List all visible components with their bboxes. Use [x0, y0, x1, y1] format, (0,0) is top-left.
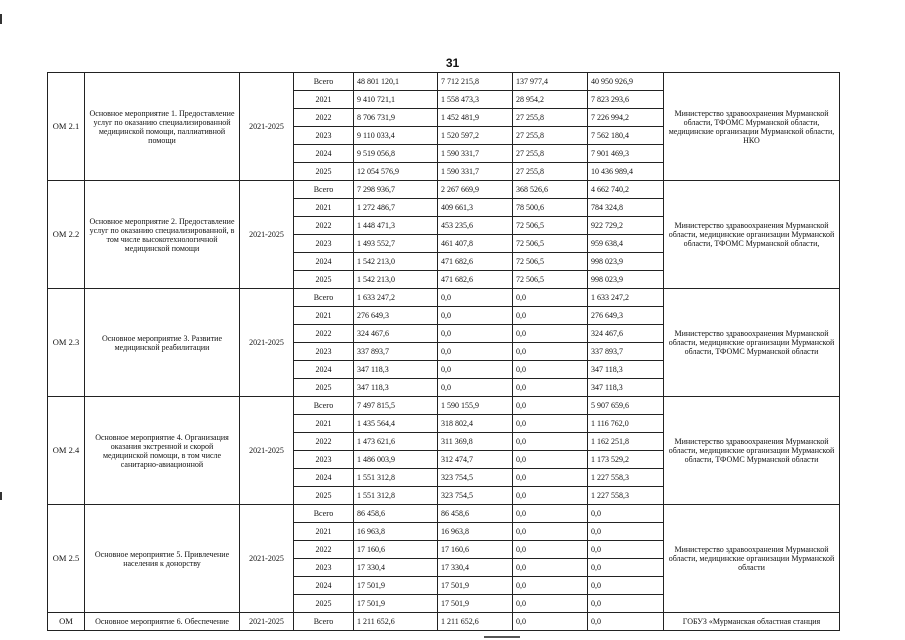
- responsible-executors: Министерство здравоохранения Мурманской области, медицинские организации Мурманской области: [664, 505, 840, 613]
- source-1-cell: 17 501,9: [438, 595, 513, 613]
- source-1-cell: 1 520 597,2: [438, 127, 513, 145]
- source-1-cell: 471 682,6: [438, 271, 513, 289]
- source-1-cell: 0,0: [438, 343, 513, 361]
- table-row: [48, 505, 840, 523]
- event-period: 2021-2025: [240, 397, 294, 505]
- source-3-cell: 4 662 740,2: [588, 181, 664, 199]
- source-3-cell: 959 638,4: [588, 235, 664, 253]
- source-1-cell: 409 661,3: [438, 199, 513, 217]
- source-2-cell: 0,0: [513, 361, 588, 379]
- year-cell: Всего: [294, 397, 354, 415]
- total-cell: 1 435 564,4: [354, 415, 438, 433]
- source-3-cell: 347 118,3: [588, 361, 664, 379]
- source-1-cell: 1 452 481,9: [438, 109, 513, 127]
- source-3-cell: 0,0: [588, 559, 664, 577]
- source-1-cell: 0,0: [438, 325, 513, 343]
- source-3-cell: 0,0: [588, 577, 664, 595]
- table-row: [48, 73, 840, 91]
- source-2-cell: 0,0: [513, 307, 588, 325]
- event-period: 2021-2025: [240, 73, 294, 181]
- source-2-cell: 27 255,8: [513, 145, 588, 163]
- event-period: 2021-2025: [240, 613, 294, 631]
- total-cell: 1 542 213,0: [354, 271, 438, 289]
- year-cell: 2023: [294, 343, 354, 361]
- total-cell: 1 551 312,8: [354, 469, 438, 487]
- source-2-cell: 137 977,4: [513, 73, 588, 91]
- source-2-cell: 0,0: [513, 595, 588, 613]
- source-1-cell: 1 558 473,3: [438, 91, 513, 109]
- year-cell: 2022: [294, 325, 354, 343]
- source-1-cell: 17 501,9: [438, 577, 513, 595]
- year-cell: 2025: [294, 163, 354, 181]
- page-number: 31: [445, 56, 460, 70]
- year-cell: 2021: [294, 307, 354, 325]
- year-cell: 2023: [294, 235, 354, 253]
- source-3-cell: 1 227 558,3: [588, 487, 664, 505]
- source-2-cell: 72 506,5: [513, 271, 588, 289]
- source-3-cell: 1 633 247,2: [588, 289, 664, 307]
- total-cell: 17 501,9: [354, 577, 438, 595]
- year-cell: 2021: [294, 415, 354, 433]
- total-cell: 1 542 213,0: [354, 253, 438, 271]
- source-1-cell: 2 267 669,9: [438, 181, 513, 199]
- source-3-cell: 276 649,3: [588, 307, 664, 325]
- source-2-cell: 27 255,8: [513, 109, 588, 127]
- source-3-cell: 0,0: [588, 541, 664, 559]
- total-cell: 17 330,4: [354, 559, 438, 577]
- year-cell: 2025: [294, 379, 354, 397]
- source-2-cell: 27 255,8: [513, 163, 588, 181]
- source-3-cell: 998 023,9: [588, 253, 664, 271]
- total-cell: 1 473 621,6: [354, 433, 438, 451]
- total-cell: 12 054 576,9: [354, 163, 438, 181]
- source-3-cell: 998 023,9: [588, 271, 664, 289]
- source-3-cell: 1 162 251,8: [588, 433, 664, 451]
- source-1-cell: 1 211 652,6: [438, 613, 513, 631]
- total-cell: 1 551 312,8: [354, 487, 438, 505]
- source-3-cell: 347 118,3: [588, 379, 664, 397]
- total-cell: 1 486 003,9: [354, 451, 438, 469]
- year-cell: 2025: [294, 271, 354, 289]
- source-2-cell: 0,0: [513, 559, 588, 577]
- total-cell: 86 458,6: [354, 505, 438, 523]
- event-code: ОМ 2.5: [48, 505, 85, 613]
- total-cell: 7 497 815,5: [354, 397, 438, 415]
- year-cell: Всего: [294, 289, 354, 307]
- event-name: Основное мероприятие 3. Развитие медицинской реабилитации: [85, 289, 240, 397]
- source-2-cell: 0,0: [513, 343, 588, 361]
- table-row: [48, 181, 840, 199]
- total-cell: 16 963,8: [354, 523, 438, 541]
- source-2-cell: 0,0: [513, 469, 588, 487]
- source-2-cell: 72 506,5: [513, 253, 588, 271]
- source-1-cell: 0,0: [438, 379, 513, 397]
- source-1-cell: 453 235,6: [438, 217, 513, 235]
- responsible-executors: Министерство здравоохранения Мурманской области, ТФОМС Мурманской области, медицинские организации Мурманской области, НКО: [664, 73, 840, 181]
- year-cell: 2025: [294, 487, 354, 505]
- source-2-cell: 0,0: [513, 433, 588, 451]
- source-1-cell: 323 754,5: [438, 487, 513, 505]
- year-cell: 2022: [294, 217, 354, 235]
- source-1-cell: 0,0: [438, 307, 513, 325]
- scan-bottom-mark: [484, 636, 520, 638]
- source-3-cell: 0,0: [588, 523, 664, 541]
- source-3-cell: 324 467,6: [588, 325, 664, 343]
- source-2-cell: 0,0: [513, 487, 588, 505]
- event-period: 2021-2025: [240, 505, 294, 613]
- event-name: Основное мероприятие 5. Привлечение населения к донорству: [85, 505, 240, 613]
- year-cell: 2024: [294, 361, 354, 379]
- source-1-cell: 0,0: [438, 361, 513, 379]
- source-3-cell: 5 907 659,6: [588, 397, 664, 415]
- table-row: [48, 397, 840, 415]
- event-period: 2021-2025: [240, 289, 294, 397]
- source-2-cell: 0,0: [513, 415, 588, 433]
- total-cell: 9 410 721,1: [354, 91, 438, 109]
- scan-edge-mark: [0, 492, 2, 500]
- source-3-cell: 784 324,8: [588, 199, 664, 217]
- source-2-cell: 0,0: [513, 289, 588, 307]
- year-cell: 2023: [294, 559, 354, 577]
- year-cell: Всего: [294, 181, 354, 199]
- event-code: ОМ 2.1: [48, 73, 85, 181]
- total-cell: 1 211 652,6: [354, 613, 438, 631]
- source-2-cell: 78 500,6: [513, 199, 588, 217]
- year-cell: 2021: [294, 523, 354, 541]
- source-1-cell: 86 458,6: [438, 505, 513, 523]
- total-cell: 1 493 552,7: [354, 235, 438, 253]
- source-2-cell: 0,0: [513, 325, 588, 343]
- source-2-cell: 0,0: [513, 505, 588, 523]
- source-2-cell: 0,0: [513, 397, 588, 415]
- source-1-cell: 7 712 215,8: [438, 73, 513, 91]
- event-name: Основное мероприятие 4. Организация оказания экстренной и скорой медицинской помощи, в том числе санитарно-авиационной: [85, 397, 240, 505]
- source-2-cell: 72 506,5: [513, 235, 588, 253]
- total-cell: 276 649,3: [354, 307, 438, 325]
- total-cell: 17 160,6: [354, 541, 438, 559]
- total-cell: 1 633 247,2: [354, 289, 438, 307]
- total-cell: 347 118,3: [354, 361, 438, 379]
- event-name: Основное мероприятие 2. Предоставление услуг по оказанию специализированной, в том числе высокотехнологичной медицинской помощи: [85, 181, 240, 289]
- total-cell: 337 893,7: [354, 343, 438, 361]
- event-code: ОМ 2.3: [48, 289, 85, 397]
- source-1-cell: 318 802,4: [438, 415, 513, 433]
- source-3-cell: 7 562 180,4: [588, 127, 664, 145]
- total-cell: 8 706 731,9: [354, 109, 438, 127]
- event-code: ОМ 2.4: [48, 397, 85, 505]
- event-name: Основное мероприятие 1. Предоставление услуг по оказанию специализированной медицинской помощи, паллиативной помощи: [85, 73, 240, 181]
- year-cell: 2022: [294, 541, 354, 559]
- source-3-cell: 337 893,7: [588, 343, 664, 361]
- source-3-cell: 1 173 529,2: [588, 451, 664, 469]
- source-1-cell: 17 330,4: [438, 559, 513, 577]
- source-3-cell: 1 227 558,3: [588, 469, 664, 487]
- source-1-cell: 0,0: [438, 289, 513, 307]
- source-1-cell: 17 160,6: [438, 541, 513, 559]
- source-1-cell: 461 407,8: [438, 235, 513, 253]
- year-cell: 2024: [294, 577, 354, 595]
- source-3-cell: 40 950 926,9: [588, 73, 664, 91]
- total-cell: 17 501,9: [354, 595, 438, 613]
- year-cell: 2022: [294, 433, 354, 451]
- year-cell: 2021: [294, 91, 354, 109]
- source-1-cell: 16 963,8: [438, 523, 513, 541]
- source-3-cell: 7 823 293,6: [588, 91, 664, 109]
- responsible-executors: Министерство здравоохранения Мурманской области, медицинские организации Мурманской области, ТФОМС Мурманской области: [664, 397, 840, 505]
- source-2-cell: 72 506,5: [513, 217, 588, 235]
- total-cell: 9 519 056,8: [354, 145, 438, 163]
- year-cell: Всего: [294, 73, 354, 91]
- total-cell: 1 272 486,7: [354, 199, 438, 217]
- total-cell: 324 467,6: [354, 325, 438, 343]
- event-name: Основное мероприятие 6. Обеспечение: [85, 613, 240, 631]
- source-1-cell: 471 682,6: [438, 253, 513, 271]
- responsible-executors: ГОБУЗ «Мурманская областная станция: [664, 613, 840, 631]
- year-cell: 2022: [294, 109, 354, 127]
- source-3-cell: 0,0: [588, 613, 664, 631]
- source-2-cell: 0,0: [513, 523, 588, 541]
- year-cell: 2021: [294, 199, 354, 217]
- event-period: 2021-2025: [240, 181, 294, 289]
- source-1-cell: 1 590 155,9: [438, 397, 513, 415]
- source-2-cell: 0,0: [513, 613, 588, 631]
- total-cell: 48 801 120,1: [354, 73, 438, 91]
- year-cell: Всего: [294, 505, 354, 523]
- source-2-cell: 27 255,8: [513, 127, 588, 145]
- source-2-cell: 0,0: [513, 541, 588, 559]
- source-2-cell: 28 954,2: [513, 91, 588, 109]
- total-cell: 9 110 033,4: [354, 127, 438, 145]
- event-code: ОМ 2.2: [48, 181, 85, 289]
- source-2-cell: 0,0: [513, 577, 588, 595]
- source-1-cell: 1 590 331,7: [438, 145, 513, 163]
- year-cell: 2023: [294, 451, 354, 469]
- source-3-cell: 0,0: [588, 595, 664, 613]
- table-row: [48, 289, 840, 307]
- source-3-cell: 7 226 994,2: [588, 109, 664, 127]
- year-cell: 2024: [294, 253, 354, 271]
- source-1-cell: 311 369,8: [438, 433, 513, 451]
- scan-edge-mark: [0, 14, 2, 24]
- source-3-cell: 7 901 469,3: [588, 145, 664, 163]
- source-3-cell: 922 729,2: [588, 217, 664, 235]
- responsible-executors: Министерство здравоохранения Мурманской области, медицинские организации Мурманской области, ТФОМС Мурманской области: [664, 289, 840, 397]
- source-1-cell: 323 754,5: [438, 469, 513, 487]
- source-3-cell: 10 436 989,4: [588, 163, 664, 181]
- total-cell: 1 448 471,3: [354, 217, 438, 235]
- year-cell: 2025: [294, 595, 354, 613]
- source-1-cell: 312 474,7: [438, 451, 513, 469]
- event-code: ОМ: [48, 613, 85, 631]
- year-cell: 2023: [294, 127, 354, 145]
- total-cell: 7 298 936,7: [354, 181, 438, 199]
- source-2-cell: 0,0: [513, 379, 588, 397]
- source-1-cell: 1 590 331,7: [438, 163, 513, 181]
- year-cell: Всего: [294, 613, 354, 631]
- total-cell: 347 118,3: [354, 379, 438, 397]
- responsible-executors: Министерство здравоохранения Мурманской области, медицинские организации Мурманской области, ТФОМС Мурманской области,: [664, 181, 840, 289]
- source-2-cell: 368 526,6: [513, 181, 588, 199]
- source-2-cell: 0,0: [513, 451, 588, 469]
- source-3-cell: 0,0: [588, 505, 664, 523]
- source-3-cell: 1 116 762,0: [588, 415, 664, 433]
- year-cell: 2024: [294, 145, 354, 163]
- funding-table: [47, 72, 840, 631]
- year-cell: 2024: [294, 469, 354, 487]
- table-row: [48, 613, 840, 631]
